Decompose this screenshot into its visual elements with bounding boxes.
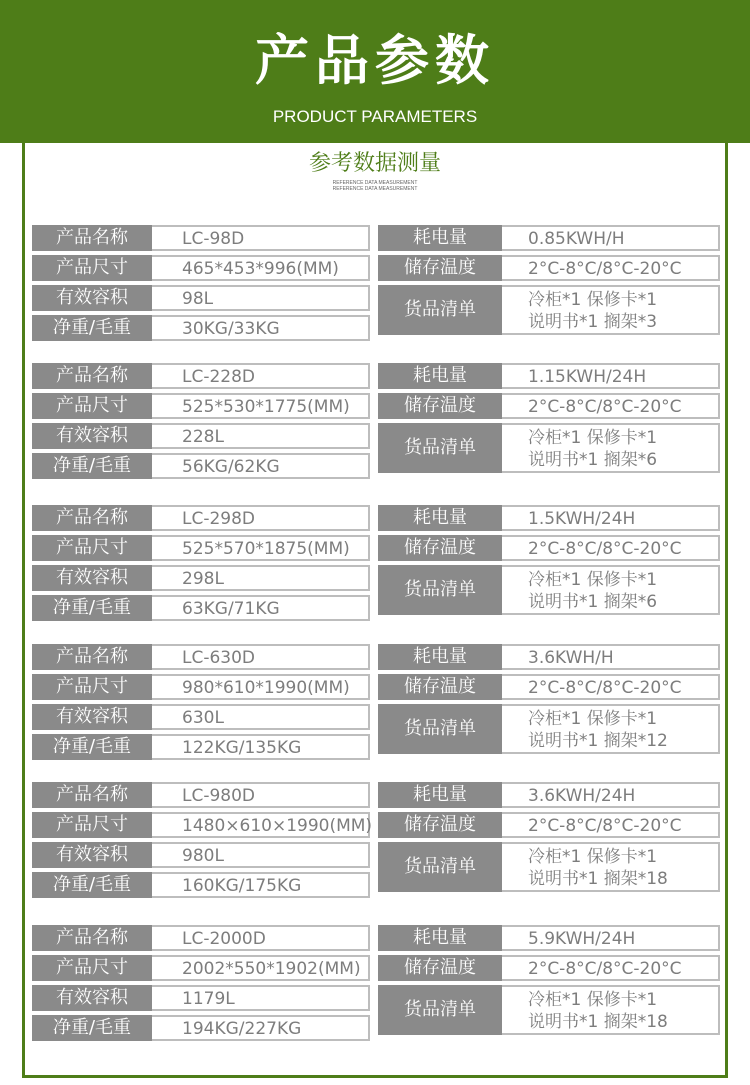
spec-label-name: 产品名称 [32, 225, 152, 251]
spec-value-size: 525*530*1775(MM) [152, 393, 370, 419]
spec-value-power: 1.5KWH/24H [502, 505, 720, 531]
spec-label-volume: 有效容积 [32, 842, 152, 868]
spec-value-weight: 160KG/175KG [152, 872, 370, 898]
page-subtitle: PRODUCT PARAMETERS [272, 107, 478, 126]
spec-label-temp: 储存温度 [378, 535, 502, 561]
spec-label-size: 产品尺寸 [32, 393, 152, 419]
spec-value-temp: 2°C-8°C/8°C-20°C [502, 812, 720, 838]
product-spec-group [32, 644, 720, 758]
spec-row-volume [32, 842, 370, 868]
spec-value-power: 0.85KWH/H [502, 225, 720, 251]
section-subtitle-line2: REFERENCE DATA MEASUREMENT [332, 186, 418, 192]
spec-label-volume: 有效容积 [32, 985, 152, 1011]
spec-value-temp: 2°C-8°C/8°C-20°C [502, 393, 720, 419]
spec-value-size: 2002*550*1902(MM) [152, 955, 370, 981]
contents-line: 说明书*1 搁架*6 [528, 592, 658, 612]
contents-line: 说明书*1 搁架*18 [528, 1012, 668, 1032]
spec-label-contents: 货品清单 [378, 565, 502, 615]
product-spec-group [32, 925, 720, 1039]
spec-row-size [32, 674, 370, 700]
product-spec-group [32, 363, 720, 477]
spec-label-volume: 有效容积 [32, 704, 152, 730]
spec-label-power: 耗电量 [378, 782, 502, 808]
spec-row-temp [378, 955, 720, 981]
spec-row-size [32, 393, 370, 419]
contents-line: 冷柜*1 保修卡*1 [528, 847, 658, 867]
spec-row-name [32, 782, 370, 808]
spec-label-contents: 货品清单 [378, 285, 502, 335]
spec-label-volume: 有效容积 [32, 423, 152, 449]
spec-row-weight [32, 734, 370, 760]
product-spec-group [32, 225, 720, 339]
spec-value-volume: 228L [152, 423, 370, 449]
page-title: 产品参数 [255, 29, 495, 92]
spec-row-volume [32, 285, 370, 311]
contents-line: 说明书*1 搁架*3 [528, 312, 658, 332]
spec-label-weight: 净重/毛重 [32, 595, 152, 621]
contents-line: 冷柜*1 保修卡*1 [528, 428, 658, 448]
spec-label-weight: 净重/毛重 [32, 734, 152, 760]
spec-value-contents [502, 285, 720, 335]
spec-label-volume: 有效容积 [32, 565, 152, 591]
spec-value-temp: 2°C-8°C/8°C-20°C [502, 255, 720, 281]
spec-value-contents [502, 565, 720, 615]
spec-value-weight: 56KG/62KG [152, 453, 370, 479]
spec-value-size: 980*610*1990(MM) [152, 674, 370, 700]
header-banner [0, 0, 750, 143]
spec-row-contents [378, 704, 720, 754]
spec-value-contents [502, 985, 720, 1035]
spec-value-name: LC-228D [152, 363, 370, 389]
section-title: 参考数据测量 [308, 151, 441, 176]
spec-label-weight: 净重/毛重 [32, 1015, 152, 1041]
spec-value-contents [502, 704, 720, 754]
spec-row-weight [32, 595, 370, 621]
spec-label-size: 产品尺寸 [32, 812, 152, 838]
spec-row-power [378, 644, 720, 670]
spec-row-name [32, 363, 370, 389]
spec-label-volume: 有效容积 [32, 285, 152, 311]
spec-row-temp [378, 812, 720, 838]
spec-label-power: 耗电量 [378, 644, 502, 670]
spec-label-power: 耗电量 [378, 225, 502, 251]
spec-label-name: 产品名称 [32, 925, 152, 951]
spec-row-volume [32, 985, 370, 1011]
spec-value-temp: 2°C-8°C/8°C-20°C [502, 535, 720, 561]
spec-row-contents [378, 285, 720, 335]
spec-label-temp: 储存温度 [378, 255, 502, 281]
spec-label-weight: 净重/毛重 [32, 872, 152, 898]
spec-label-size: 产品尺寸 [32, 255, 152, 281]
spec-value-size: 525*570*1875(MM) [152, 535, 370, 561]
contents-line: 冷柜*1 保修卡*1 [528, 990, 658, 1010]
spec-value-power: 5.9KWH/24H [502, 925, 720, 951]
spec-value-volume: 980L [152, 842, 370, 868]
spec-label-power: 耗电量 [378, 363, 502, 389]
spec-label-contents: 货品清单 [378, 423, 502, 473]
spec-label-temp: 储存温度 [378, 674, 502, 700]
spec-row-size [32, 535, 370, 561]
spec-row-power [378, 363, 720, 389]
spec-label-contents: 货品清单 [378, 704, 502, 754]
spec-value-name: LC-2000D [152, 925, 370, 951]
spec-value-volume: 1179L [152, 985, 370, 1011]
spec-row-power [378, 782, 720, 808]
spec-row-size [32, 812, 373, 838]
spec-row-volume [32, 565, 370, 591]
spec-row-volume [32, 704, 370, 730]
contents-line: 冷柜*1 保修卡*1 [528, 290, 658, 310]
spec-row-power [378, 505, 720, 531]
spec-value-volume: 98L [152, 285, 370, 311]
spec-label-name: 产品名称 [32, 505, 152, 531]
spec-value-contents [502, 423, 720, 473]
spec-value-power: 3.6KWH/H [502, 644, 720, 670]
spec-row-size [32, 255, 370, 281]
spec-row-contents [378, 985, 720, 1035]
spec-value-weight: 122KG/135KG [152, 734, 370, 760]
spec-value-power: 1.15KWH/24H [502, 363, 720, 389]
spec-label-temp: 储存温度 [378, 955, 502, 981]
product-spec-group [32, 782, 720, 896]
section-subtitle-line1: REFERENCE DATA MEASUREMENT [332, 180, 418, 186]
spec-label-weight: 净重/毛重 [32, 453, 152, 479]
spec-value-name: LC-980D [152, 782, 370, 808]
spec-label-power: 耗电量 [378, 505, 502, 531]
spec-label-name: 产品名称 [32, 644, 152, 670]
spec-label-temp: 储存温度 [378, 812, 502, 838]
spec-label-temp: 储存温度 [378, 393, 502, 419]
spec-row-size [32, 955, 370, 981]
spec-row-temp [378, 674, 720, 700]
spec-row-weight [32, 315, 370, 341]
contents-line: 说明书*1 搁架*6 [528, 450, 658, 470]
spec-label-size: 产品尺寸 [32, 535, 152, 561]
product-spec-group [32, 505, 720, 619]
spec-label-contents: 货品清单 [378, 842, 502, 892]
contents-line: 冷柜*1 保修卡*1 [528, 709, 658, 729]
contents-line: 说明书*1 搁架*12 [528, 731, 668, 751]
spec-row-name [32, 925, 370, 951]
spec-label-name: 产品名称 [32, 363, 152, 389]
spec-row-volume [32, 423, 370, 449]
spec-label-size: 产品尺寸 [32, 674, 152, 700]
spec-value-weight: 30KG/33KG [152, 315, 370, 341]
spec-value-volume: 298L [152, 565, 370, 591]
spec-row-name [32, 505, 370, 531]
spec-row-weight [32, 872, 370, 898]
spec-value-contents [502, 842, 720, 892]
spec-row-temp [378, 393, 720, 419]
spec-label-size: 产品尺寸 [32, 955, 152, 981]
spec-row-power [378, 225, 720, 251]
spec-label-power: 耗电量 [378, 925, 502, 951]
spec-row-contents [378, 565, 720, 615]
spec-row-temp [378, 535, 720, 561]
spec-value-name: LC-298D [152, 505, 370, 531]
contents-line: 说明书*1 搁架*18 [528, 869, 668, 889]
spec-row-contents [378, 842, 720, 892]
spec-value-size: 465*453*996(MM) [152, 255, 370, 281]
spec-value-name: LC-98D [152, 225, 370, 251]
spec-value-temp: 2°C-8°C/8°C-20°C [502, 955, 720, 981]
spec-label-weight: 净重/毛重 [32, 315, 152, 341]
spec-row-name [32, 644, 370, 670]
spec-value-temp: 2°C-8°C/8°C-20°C [502, 674, 720, 700]
spec-value-power: 3.6KWH/24H [502, 782, 720, 808]
spec-label-contents: 货品清单 [378, 985, 502, 1035]
spec-value-size: 1480×610×1990(MM) [152, 812, 370, 838]
spec-value-weight: 194KG/227KG [152, 1015, 370, 1041]
spec-row-weight [32, 453, 370, 479]
spec-value-volume: 630L [152, 704, 370, 730]
spec-row-contents [378, 423, 720, 473]
spec-value-name: LC-630D [152, 644, 370, 670]
spec-row-weight [32, 1015, 370, 1041]
spec-label-name: 产品名称 [32, 782, 152, 808]
contents-line: 冷柜*1 保修卡*1 [528, 570, 658, 590]
spec-row-temp [378, 255, 720, 281]
spec-row-power [378, 925, 720, 951]
spec-value-weight: 63KG/71KG [152, 595, 370, 621]
spec-row-name [32, 225, 370, 251]
